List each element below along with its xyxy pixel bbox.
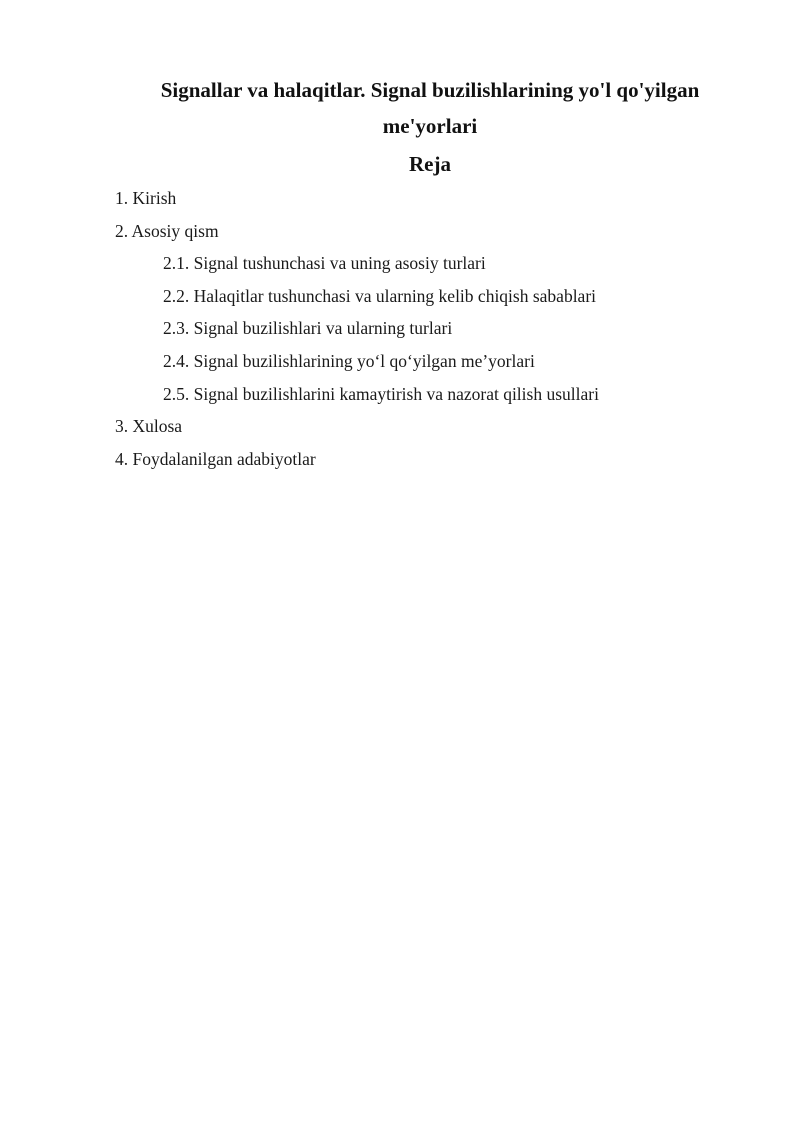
document-title: Signallar va halaqitlar. Signal buzilishlarining yo'l qo'yilgan me'yorlari [160,78,700,138]
toc-item-2-5: 2.5. Signal buzilishlarini kamaytirish va nazorat qilish usullari [163,383,599,404]
table-of-contents [0,182,800,475]
toc-item-2-1: 2.1. Signal tushunchasi va uning asosiy turlari [163,253,486,274]
plan-heading: Reja [409,152,451,176]
toc-item-asosiy-qism: 2. Asosiy qism [115,220,219,241]
toc-item-2-2: 2.2. Halaqitlar tushunchasi va ularning kelib chiqish sabablari [163,285,597,306]
toc-item-xulosa: 3. Xulosa [115,416,183,437]
toc-item-2-4: 2.4. Signal buzilishlarining yo‘l qo‘yilgan me’yorlari [163,350,535,371]
toc-item-kirish: 1. Kirish [115,188,177,208]
toc-item-adabiyotlar: 4. Foydalanilgan adabiyotlar [115,448,316,469]
toc-item-2-3: 2.3. Signal buzilishlari va ularning turlari [163,318,453,339]
